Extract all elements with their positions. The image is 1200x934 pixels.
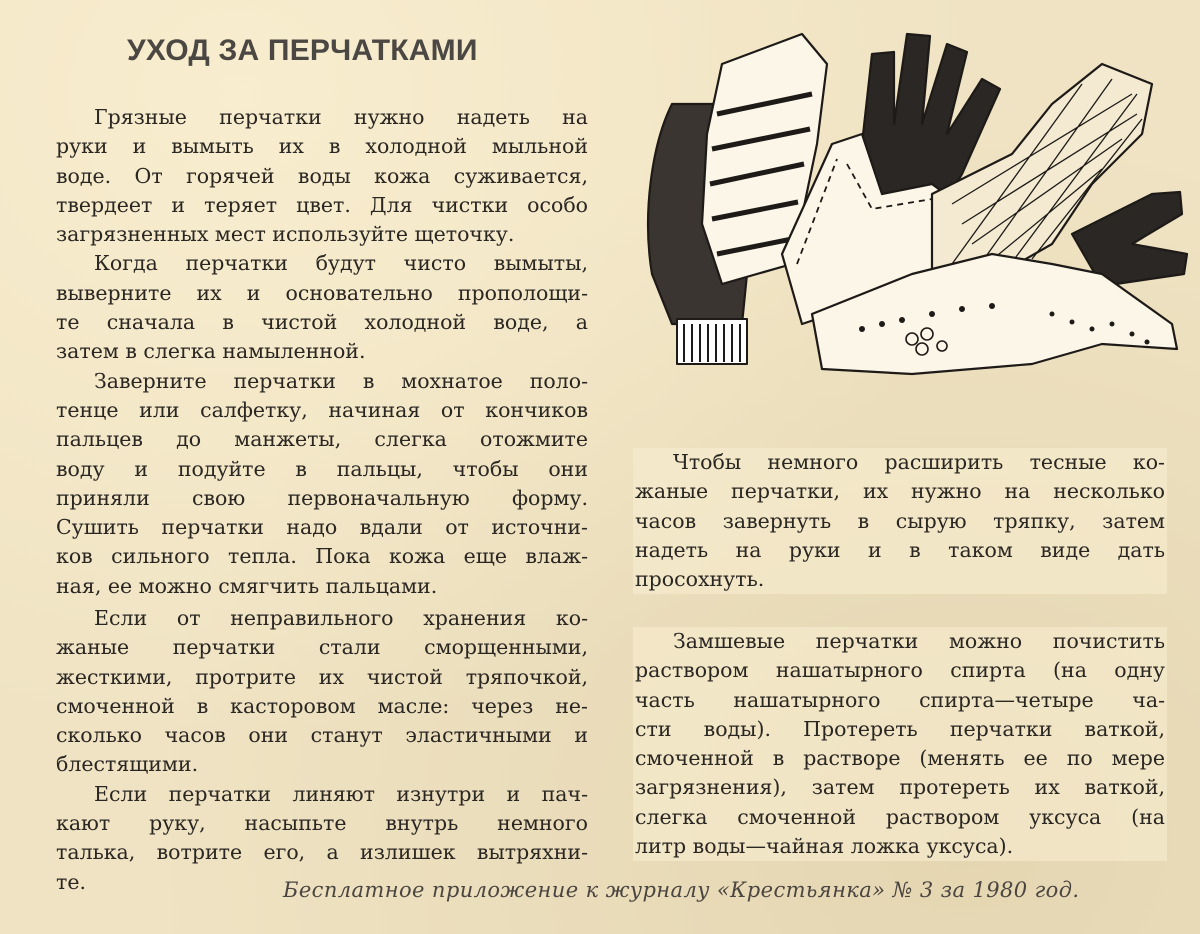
text-line: часть нашатырного спирта—четыре ча- (635, 687, 1165, 712)
text-line: Замшевые перчатки можно почистить (673, 629, 1165, 653)
text-line: выверните их и основательно прополощи- (56, 280, 588, 305)
article-column-right-top (633, 448, 1167, 594)
text-line: талька, вотрите его, а излишек вытряхни- (56, 840, 588, 865)
paragraph (56, 604, 588, 780)
text-line: надеть на руки и в таком виде дать (635, 537, 1165, 562)
paragraph (56, 103, 588, 249)
text-line: пальцев до манжеты, слегка отожмите (56, 427, 588, 452)
text-line: литр воды—чайная ложка уксуса). (635, 834, 1014, 859)
text-line: кают руку, насыпьте внутрь немного (56, 811, 588, 836)
article-column-left-top (56, 103, 588, 601)
text-line: те. (56, 869, 86, 894)
text-line: ная, ее можно смягчить пальцами. (56, 573, 438, 598)
text-line: Заверните перчатки в мохнатое поло- (94, 368, 588, 393)
article-column-left-bottom (56, 604, 588, 897)
text-line: Когда перчатки будут чисто вымыты, (94, 251, 588, 276)
text-line: блестящими. (56, 752, 199, 777)
text-line: смоченной в касторовом масле: через не- (56, 693, 588, 718)
text-line: жаные перчатки стали сморщенными, (56, 635, 588, 660)
paragraph (635, 627, 1165, 861)
text-line: загрязненных мест используйте щеточку. (56, 222, 515, 247)
text-line: Сушить перчатки надо вдали от источни- (56, 515, 588, 540)
paragraph (56, 367, 588, 601)
text-line: смоченной в растворе (менять ее по мере (635, 746, 1165, 771)
text-line: сколько часов они станут эластичными и (56, 723, 588, 748)
text-line: твердеет и теряет цвет. Для чистки особо (56, 192, 588, 217)
text-line: сти воды). Протереть перчатки ваткой, (635, 716, 1165, 741)
footer-credit: Бесплатное приложение к журналу «Крестьянка» № 3 за 1980 год. (283, 878, 1080, 902)
text-line: руки и вымыть их в холодной мыльной (56, 134, 588, 159)
text-line: те сначала в чистой холодной воде, а (56, 310, 588, 335)
text-line: воду и подуйте в пальцы, чтобы они (56, 456, 588, 481)
text-line: часов завернуть в сырую тряпку, затем (635, 508, 1165, 533)
text-line: тенце или салфетку, начиная от кончиков (56, 397, 588, 422)
text-line: жесткими, протрите их чистой тряпочкой, (56, 664, 588, 689)
text-line: затем в слегка намыленной. (56, 339, 366, 364)
text-line: Чтобы немного расширить тесные ко- (673, 450, 1165, 474)
mitten-cuff (677, 319, 747, 364)
text-line: загрязнения), затем протереть их ваткой, (635, 775, 1165, 800)
page-title: УХОД ЗА ПЕРЧАТКАМИ (127, 34, 478, 67)
paragraph (635, 448, 1165, 594)
text-line: воде. От горячей воды кожа суживается, (56, 163, 588, 188)
text-line: ков сильного тепла. Пока кожа еще влаж- (56, 544, 588, 569)
text-line: жаные перчатки, их нужно на несколько (635, 479, 1165, 504)
paragraph (56, 249, 588, 366)
text-line: раствором нашатырного спирта (на одну (635, 658, 1165, 683)
text-line: Грязные перчатки нужно надеть на (94, 105, 588, 129)
text-line: Если от неправильного хранения ко- (94, 606, 588, 630)
text-line: Если перчатки линяют изнутри и пач- (94, 781, 588, 806)
gloves-illustration (632, 24, 1192, 404)
article-column-right-bottom (633, 627, 1167, 861)
text-line: просохнуть. (635, 567, 765, 592)
text-line: слегка смоченной раствором уксуса (на (635, 804, 1165, 829)
text-line: приняли свою первоначальную форму. (56, 485, 588, 510)
